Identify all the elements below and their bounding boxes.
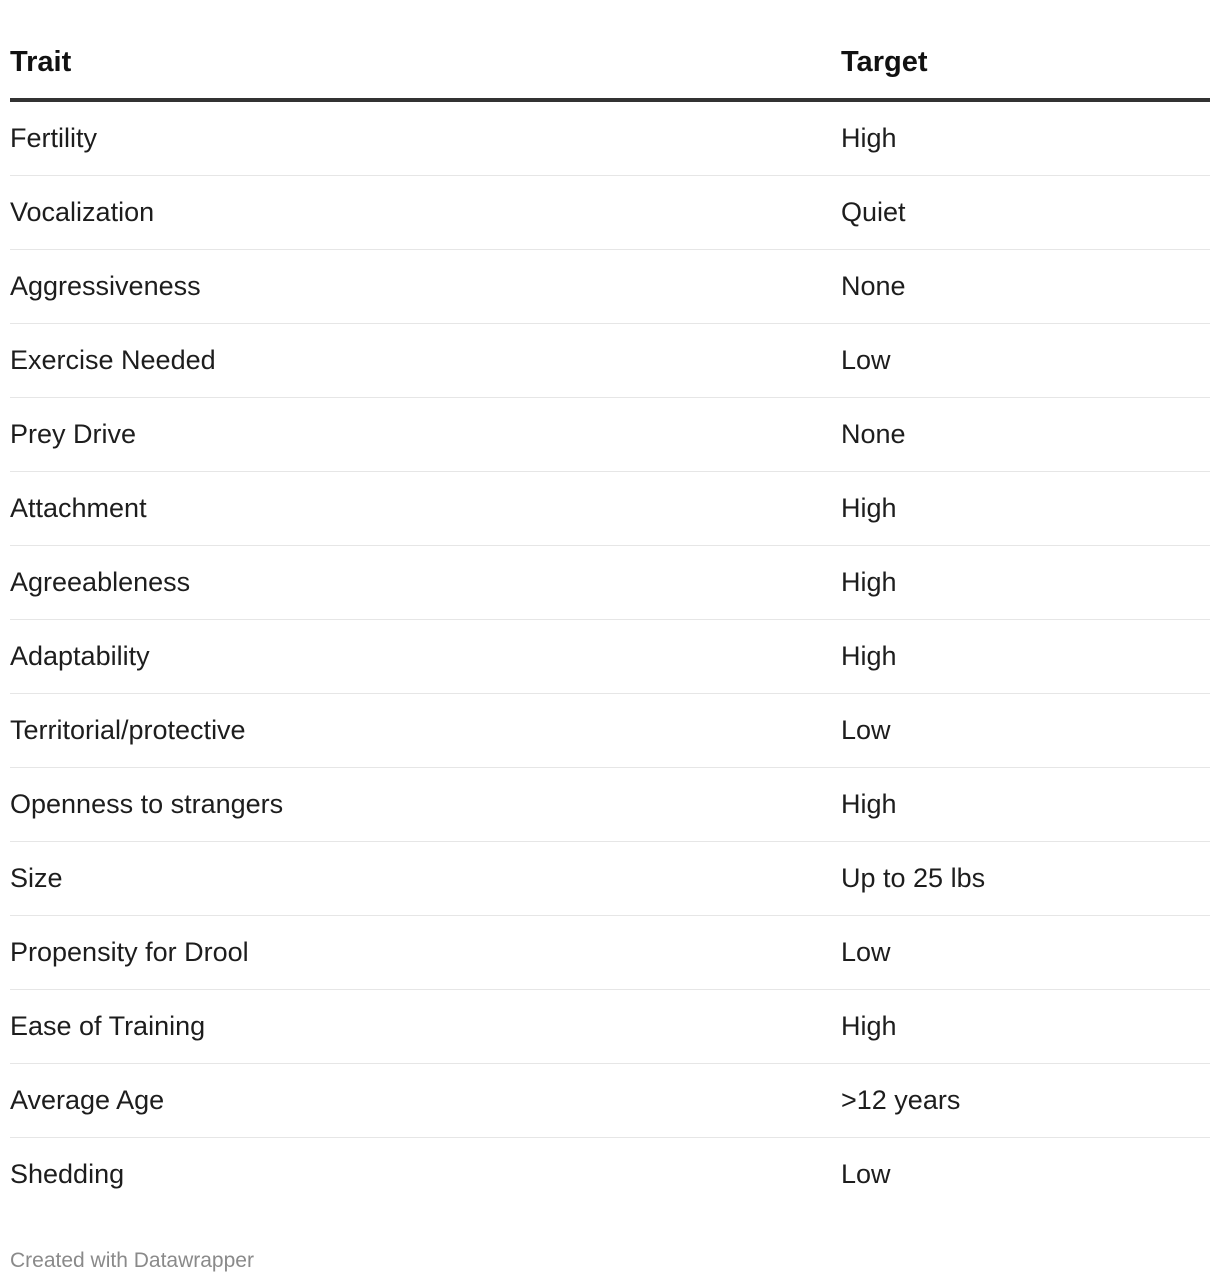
target-cell: Low xyxy=(841,694,1210,768)
target-cell: High xyxy=(841,100,1210,176)
table-row xyxy=(10,324,1210,398)
trait-cell: Size xyxy=(10,842,841,916)
table-row xyxy=(10,842,1210,916)
trait-cell: Adaptability xyxy=(10,620,841,694)
table-row xyxy=(10,398,1210,472)
trait-cell: Ease of Training xyxy=(10,990,841,1064)
datawrapper-credit: Created with Datawrapper xyxy=(10,1249,254,1272)
table-row xyxy=(10,250,1210,324)
target-cell: High xyxy=(841,768,1210,842)
trait-cell: Territorial/protective xyxy=(10,694,841,768)
trait-cell: Prey Drive xyxy=(10,398,841,472)
trait-cell: Attachment xyxy=(10,472,841,546)
trait-table-container xyxy=(10,27,1210,1211)
target-cell: Low xyxy=(841,1159,891,1189)
table-row xyxy=(10,176,1210,250)
table-row xyxy=(10,990,1210,1064)
table-row xyxy=(10,1138,1210,1212)
target-cell: High xyxy=(841,546,1210,620)
target-cell: Quiet xyxy=(841,176,1210,250)
trait-cell: Fertility xyxy=(10,100,841,176)
table-row xyxy=(10,546,1210,620)
target-cell: High xyxy=(841,472,1210,546)
table-row xyxy=(10,768,1210,842)
target-cell: >12 years xyxy=(841,1064,1210,1138)
trait-table xyxy=(10,27,1210,1211)
trait-cell: Agreeableness xyxy=(10,546,841,620)
target-cell: Low xyxy=(841,916,1210,990)
target-cell: None xyxy=(841,398,1210,472)
target-cell: High xyxy=(841,620,1210,694)
column-header-target[interactable]: Target xyxy=(841,27,1210,100)
trait-cell: Aggressiveness xyxy=(10,250,841,324)
trait-cell: Vocalization xyxy=(10,176,841,250)
target-cell: Low xyxy=(841,324,1210,398)
target-cell: None xyxy=(841,250,1210,324)
trait-cell: Shedding xyxy=(10,1159,125,1189)
table-row xyxy=(10,694,1210,768)
table-row xyxy=(10,620,1210,694)
table-row xyxy=(10,916,1210,990)
table-body xyxy=(10,100,1210,1211)
trait-cell: Openness to strangers xyxy=(10,768,841,842)
target-cell: High xyxy=(841,990,1210,1064)
trait-cell: Average Age xyxy=(10,1064,841,1138)
table-row xyxy=(10,100,1210,176)
table-row xyxy=(10,1064,1210,1138)
table-header-row xyxy=(10,27,1210,100)
target-cell: Up to 25 lbs xyxy=(841,842,1210,916)
column-header-trait[interactable]: Trait xyxy=(10,27,841,100)
trait-cell: Exercise Needed xyxy=(10,324,841,398)
trait-cell: Propensity for Drool xyxy=(10,916,841,990)
table-row xyxy=(10,472,1210,546)
